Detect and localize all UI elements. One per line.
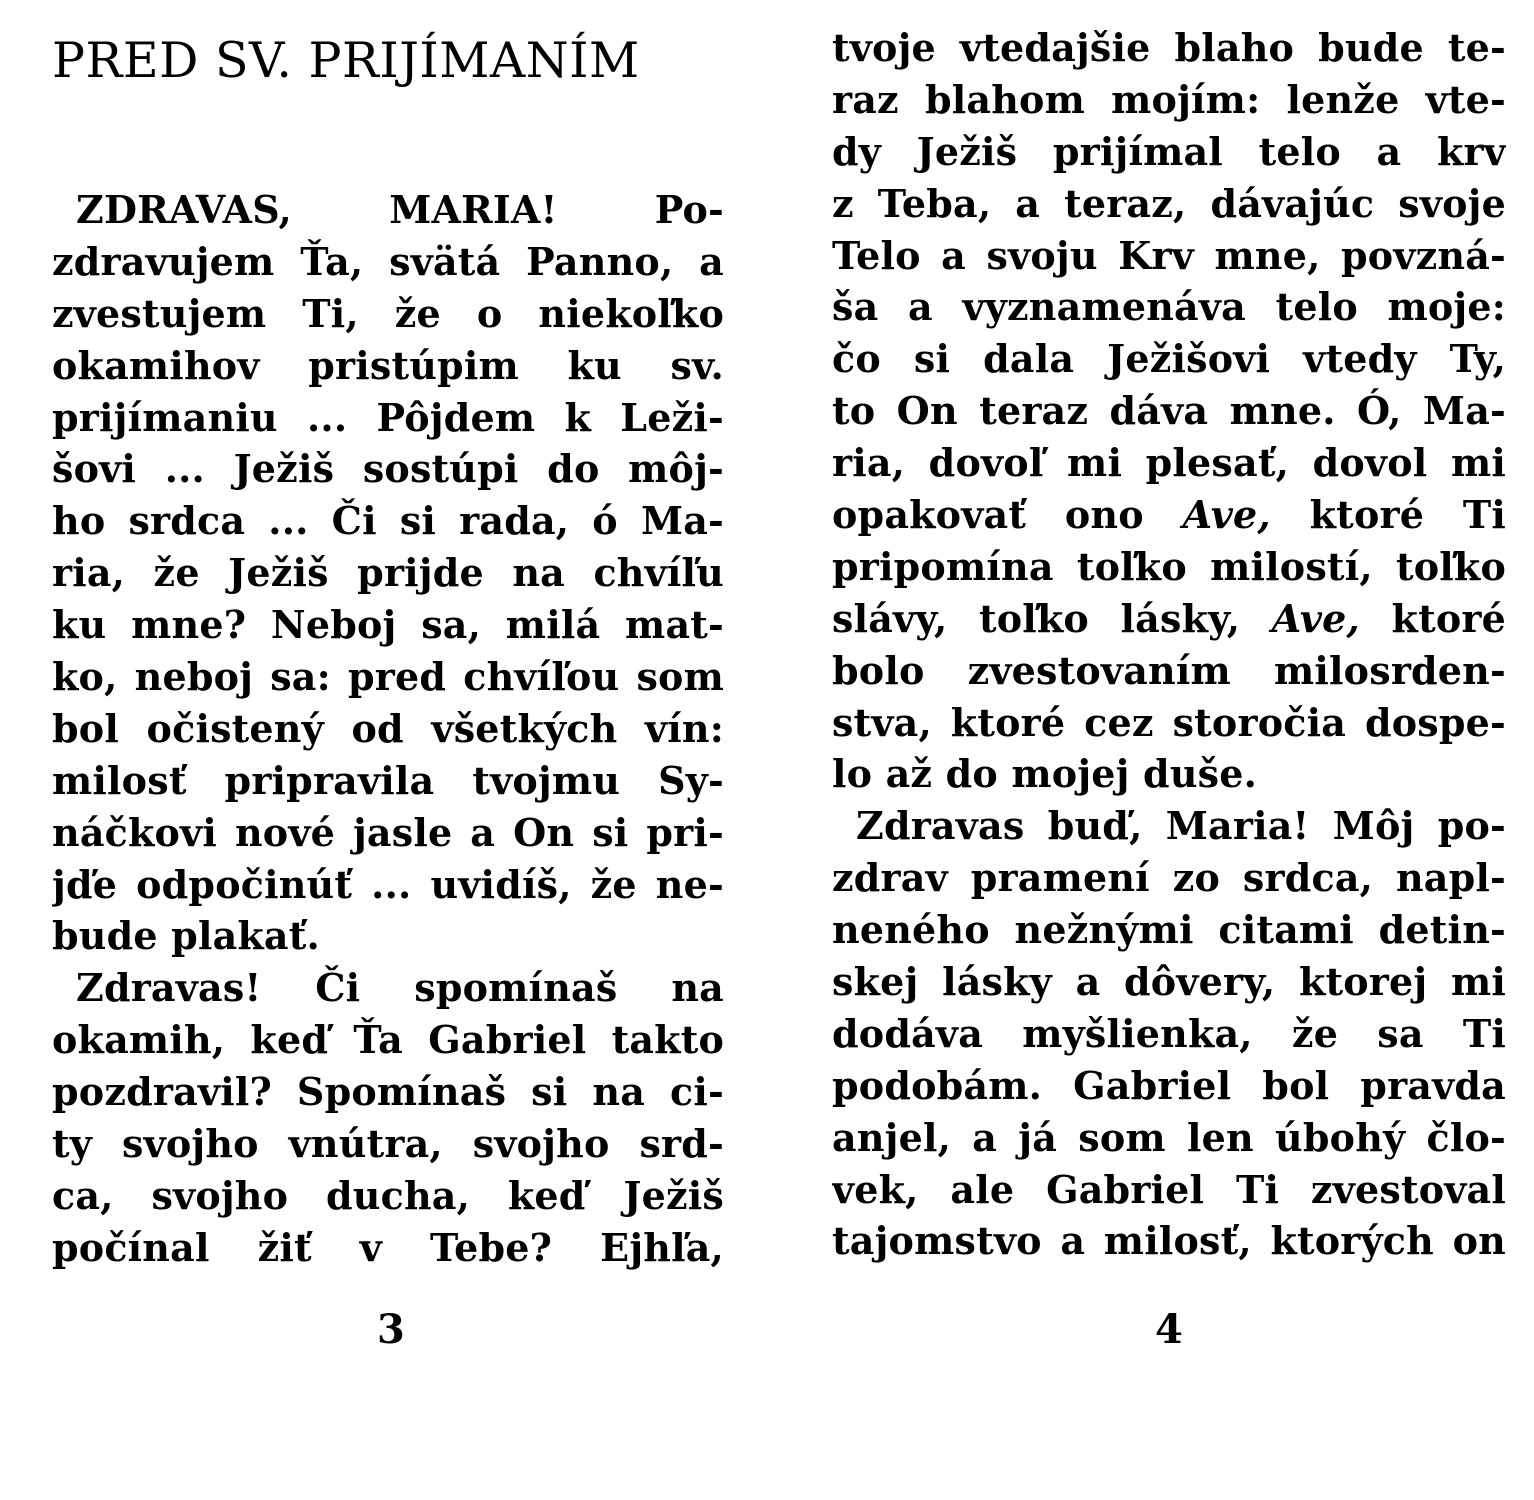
text-line: bolo zvestovaním milosrden- <box>832 647 1506 693</box>
text-line: zdravujem Ťa, svätá Panno, a <box>52 238 724 284</box>
text-line: z Teba, a teraz, dávajúc svoje <box>832 180 1506 226</box>
text-line: zvestujem Ti, že o niekoľko <box>52 290 724 336</box>
text-line: šovi ... Ježiš sostúpi do môj- <box>52 446 724 492</box>
text-line: dodáva myšlienka, že sa Ti <box>832 1010 1506 1056</box>
text-line: bol očistený od všetkých vín: <box>52 705 724 751</box>
text-line: prijímaniu ... Pôjdem k Leži- <box>52 394 724 440</box>
text-line: stva, ktoré cez storočia dospe- <box>832 699 1506 745</box>
page-number: 3 <box>377 1306 405 1353</box>
text-line: ria, dovoľ mi plesať, dovol mi <box>832 440 1506 486</box>
text-line: zdrav pramení zo srdca, napl- <box>832 855 1506 901</box>
text-line: Telo a svoju Krv mne, povzná- <box>832 232 1506 278</box>
text-line: jďe odpočinúť ... uvidíš, že ne- <box>52 861 724 907</box>
text-line: pozdravil? Spomínaš si na ci- <box>52 1069 724 1115</box>
text-segment: ktoré Ti <box>1309 492 1506 538</box>
text-line: ca, svojho ducha, keď Ježiš <box>52 1172 724 1218</box>
text-line: podobám. Gabriel bol pravda <box>832 1062 1506 1108</box>
text-line: ša a vyznamenáva telo moje: <box>832 284 1506 330</box>
text-line: ty svojho vnútra, svojho srd- <box>52 1121 724 1167</box>
text-segment: ktoré <box>1391 595 1506 641</box>
text-line: Zdravas buď, Maria! Môj po- <box>856 803 1506 849</box>
text-line: lo až do mojej duše. <box>832 751 1258 797</box>
text-line: náčkovi nové jasle a On si pri- <box>52 809 724 855</box>
text-line <box>832 593 1506 645</box>
text-line: to On teraz dáva mne. Ó, Ma- <box>832 388 1506 434</box>
emphasis-ave: Ave, <box>1182 492 1271 538</box>
text-line: okamihov pristúpim ku sv. <box>52 342 724 388</box>
text-line: ko, neboj sa: pred chvíľou som <box>52 654 724 700</box>
text-line: skej lásky a dôvery, ktorej mi <box>832 959 1506 1005</box>
text-line: neného nežnými citami detin- <box>832 907 1506 953</box>
text-line: dy Ježiš prijímal telo a krv <box>832 128 1506 174</box>
text-line: okamih, keď Ťa Gabriel takto <box>52 1017 724 1063</box>
text-line: milosť pripravila tvojmu Sy- <box>52 757 724 803</box>
text-line: čo si dala Ježišovi vtedy Ty, <box>832 336 1506 382</box>
text-line: vek, ale Gabriel Ti zvestoval <box>832 1166 1506 1212</box>
text-line: anjel, a já som len úbohý člo- <box>832 1114 1506 1160</box>
left-page-text <box>52 184 724 1274</box>
text-line: ria, že Ježiš prijde na chvíľu <box>52 550 724 596</box>
text-line: raz blahom mojím: lenže vte- <box>832 76 1506 122</box>
text-line: ho srdca ... Či si rada, ó Ma- <box>52 498 724 544</box>
text-line: počínal žiť v Tebe? Ejhľa, <box>52 1224 724 1270</box>
text-line: bude plakať. <box>52 913 320 959</box>
text-line: ZDRAVAS, MARIA! Po- <box>76 187 724 232</box>
text-line: tajomstvo a milosť, ktorých on <box>832 1218 1506 1264</box>
text-line: tvoje vtedajšie blaho bude te- <box>832 25 1506 70</box>
text-line <box>832 489 1506 541</box>
page-number: 4 <box>1155 1306 1183 1353</box>
text-line: ku mne? Neboj sa, milá mat- <box>52 602 724 648</box>
right-page-text <box>832 22 1506 1267</box>
page-title: PRED SV. PRIJÍMANÍM <box>52 32 640 89</box>
text-line: pripomína toľko milostí, toľko <box>832 543 1506 589</box>
text-segment: slávy, toľko lásky, <box>832 595 1241 641</box>
text-line: Zdravas! Či spomínaš na <box>76 965 724 1011</box>
emphasis-ave: Ave, <box>1271 595 1360 641</box>
text-segment: opakovať ono <box>832 492 1144 538</box>
